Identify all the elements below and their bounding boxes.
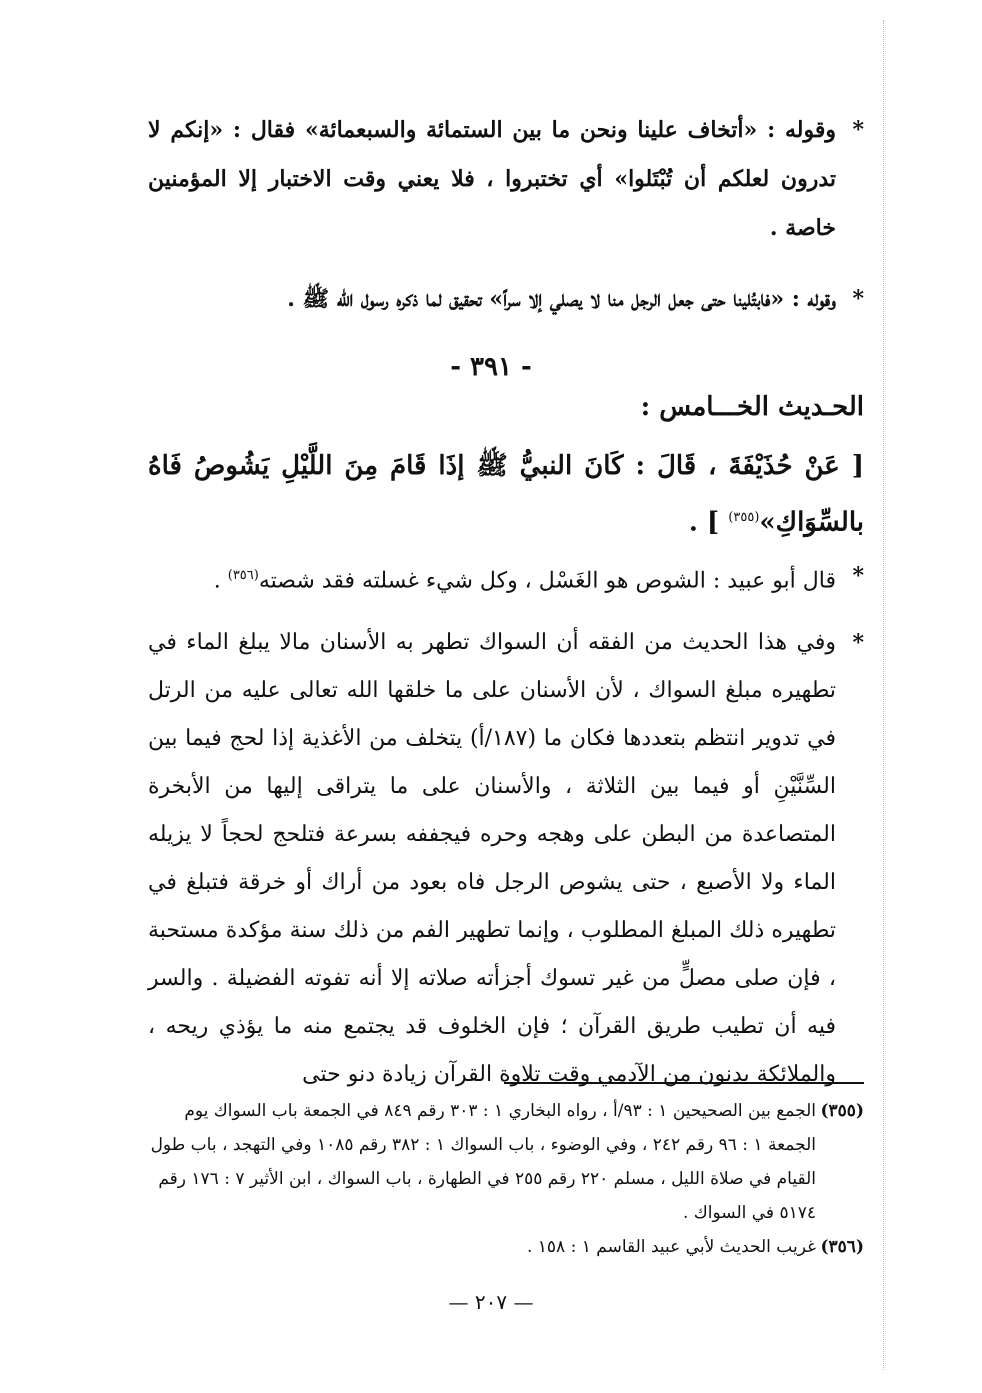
page-edge-line — [883, 20, 884, 1370]
paragraph-text: قال أبو عبيد : الشوص هو الغَسْل ، وكل شيء غسلته فقد شصته — [258, 568, 836, 594]
footnote-text: الجمع بين الصحيحين ١ : ٩٣/أ ، رواه البخاري ١ : ٣٠٣ رقم ٨٤٩ في الجمعة باب السواك يوم الجمعة ١ : ٩٦ رقم ٢٤٢ ، وفي الوضوء ، باب السواك ١ : ٣٨٢ رقم ١٠٨٥ وفي التهجد ، باب طول القيام في صلاة الليل ، مسلم ٢٢٠ رقم ٢٥٥ في الطهارة ، باب السواك ، ابن الأثير ٧ : ١٧٦ رقم ٥١٧٤ في السواك . — [150, 1101, 816, 1223]
paragraph-text: وفي هذا الحديث من الفقه أن السواك تطهر به الأسنان مالا يبلغ الماء في تطهيره مبلغ السواك ، لأن الأسنان على ما خلقها الله تعالى عليه من الرتل في تدوير انتظم بتعددها فكان ما (١٨٧/أ) يتخلف من الأغذية إذا لحج فيما بين السِّنَّيْنِ أو فيما بين الثلاثة ، والأسنان على ما يتراقى إليها من الأبخرة المتصاعدة من البطن على وهجه وحره فيجففه بسرعة فتلحج لحجاً لا يزيله الماء ولا الأصبع ، حتى يشوص الرجل فاه بعود من أراك أو خرقة فتبلغ في تطهيره ذلك المبلغ المطلوب ، وإنما تطهير الفم من ذلك سنة مؤكدة مستحبة ، فإن صلى مصلٍّ من غير تسوك أجزأته صلاته إلا أنه تفوته الفضيلة . والسر فيه أن تطيب طريق القرآن ؛ فإن الخلوف قد يجتمع منه ما يؤذي ريحه ، والملائكة يدنون من الآدمي وقت تلاوة القرآن زيادة دنو حتى — [148, 630, 836, 1088]
paragraph-text: وقوله : «أتخاف علينا ونحن ما بين الستمائة والسبعمائة» فقال : «إنكم لا تدرون لعلكم أن تُبْتَلوا» أي تختبروا ، فلا يعني وقت الاختبار إلا المؤمنين خاصة . — [148, 117, 836, 241]
footnote-text: غريب الحديث لأبي عبيد القاسم ١ : ١٥٨ . — [526, 1237, 816, 1257]
paragraph-text: وقوله : «فابتُلينا حتى جعل الرجل منا لا يصلي إلا سراً» تحقيق لما ذكره رسول الله ﷺ . — [287, 286, 836, 312]
footnote-number: (٣٥٦) — [820, 1237, 864, 1257]
bullet-star-icon: * — [852, 117, 864, 143]
bullet-star-icon: * — [852, 286, 864, 312]
bullet-star-icon: * — [852, 563, 864, 589]
footnote-separator — [504, 1082, 864, 1084]
commentary-block-top — [148, 106, 864, 324]
section-heading: الحـديث الخـــامس : — [640, 392, 864, 422]
bullet-star-icon: * — [852, 630, 864, 657]
footnote-355 — [148, 1094, 864, 1230]
page-number: — ٢٠٧ — — [448, 1290, 534, 1314]
commentary-paragraph-1 — [148, 106, 864, 253]
commentary-paragraph-4 — [148, 619, 864, 1099]
hadith-closing: ] . — [688, 507, 720, 538]
commentary-paragraph-2 — [148, 275, 864, 324]
footnote-number: (٣٥٥) — [820, 1101, 864, 1121]
footnotes — [148, 1094, 864, 1264]
hadith-text-block — [148, 440, 864, 549]
commentary-block-bottom — [148, 552, 864, 1099]
footnote-ref-355: (٣٥٥) — [728, 510, 760, 525]
hadith-number: - ٣٩١ - — [450, 352, 532, 382]
paragraph-end: . — [213, 568, 228, 594]
footnote-ref-356: (٣٥٦) — [227, 568, 259, 583]
hadith-text: [ عَنْ حُذَيْفَةَ ، قَالَ : كَانَ النبيُّ ﷺ إذَا قَامَ مِنَ اللَّيْلِ يَشُوصُ فَاهُ بالسِّوَاكِ» — [148, 451, 864, 538]
footnote-356 — [148, 1230, 864, 1264]
commentary-paragraph-3 — [148, 552, 864, 605]
